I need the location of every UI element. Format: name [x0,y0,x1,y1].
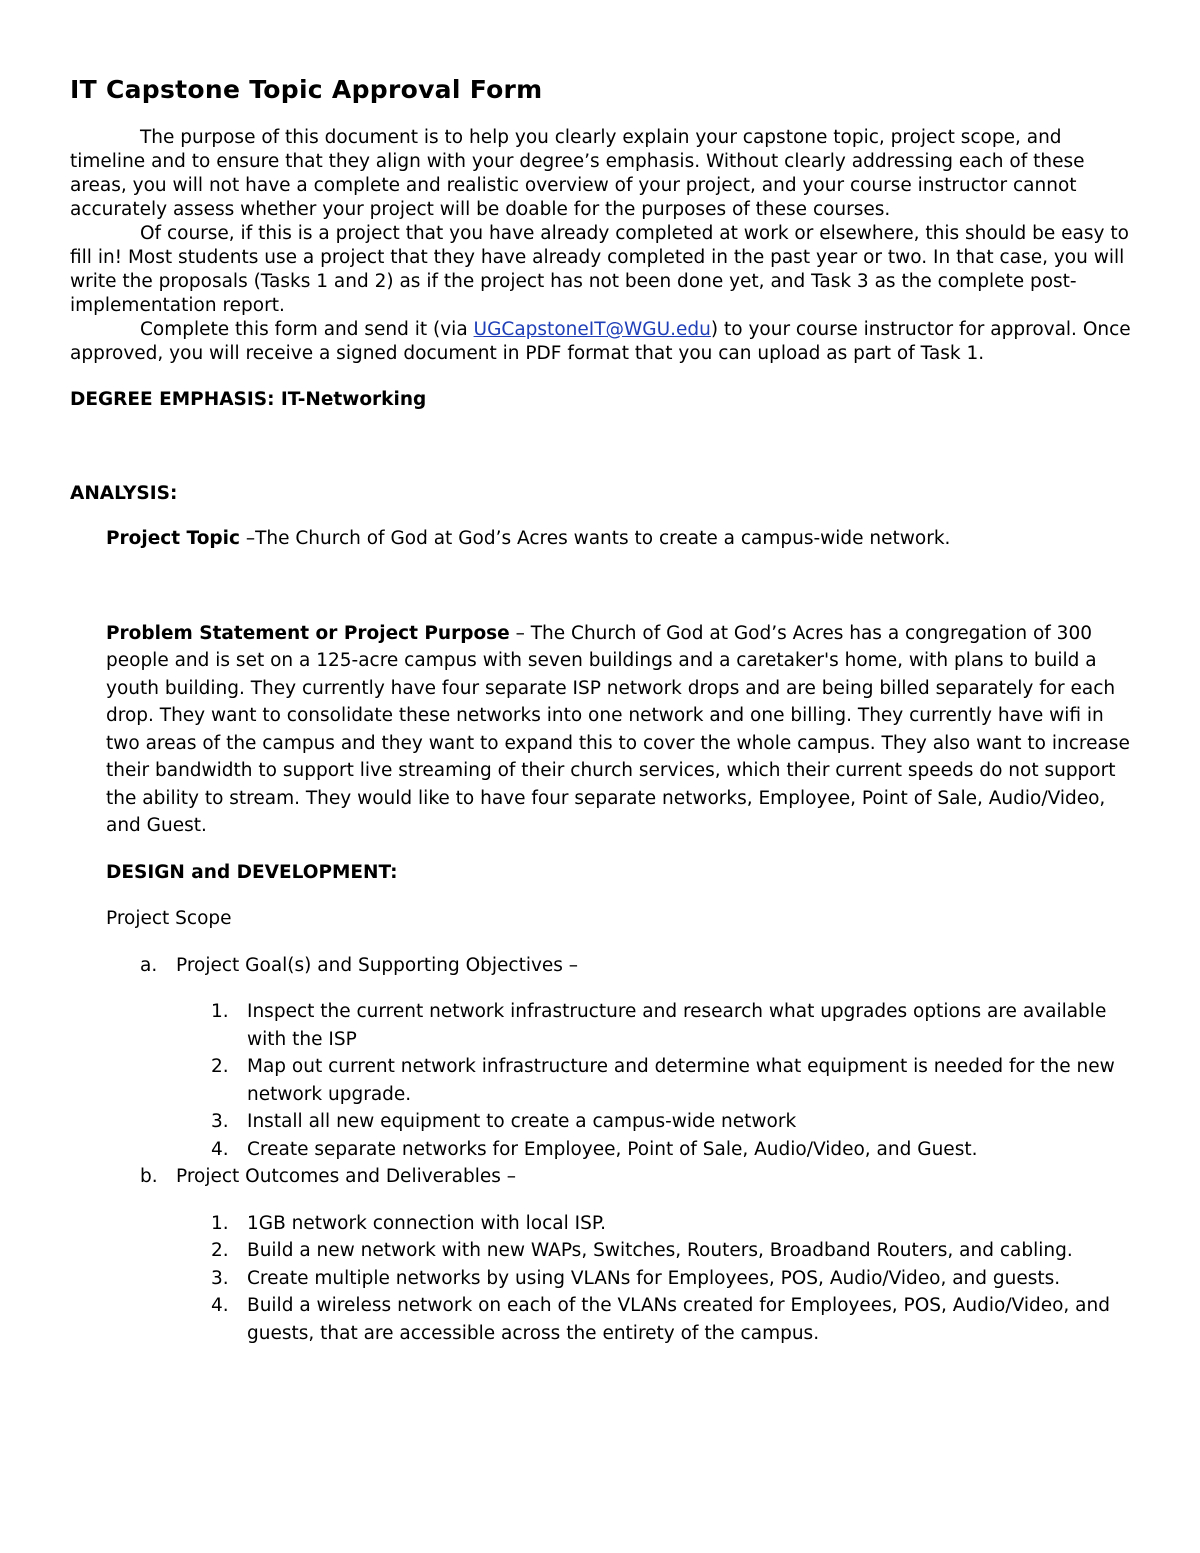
project-topic [106,525,1132,553]
email-link[interactable]: UGCapstoneIT@WGU.edu [473,319,711,340]
list-item [211,1237,1132,1265]
document-title: IT Capstone Topic Approval Form [70,75,543,104]
list-item-text: Create multiple networks by using VLANs for Employees, POS, Audio/Video, and guests. [247,1267,1061,1289]
problem-statement [106,620,1132,840]
degree-emphasis: DEGREE EMPHASIS: IT-Networking [70,389,427,410]
list-item-number: 2. [211,1056,229,1077]
list-item-text: 1GB network connection with local ISP. [247,1212,606,1234]
list-item [211,1108,1132,1136]
goals-label: Project Goal(s) and Supporting Objectives – [176,954,579,976]
list-item-number: 3. [211,1267,229,1289]
list-item-text: Build a new network with new WAPs, Switches, Routers, Broadband Routers, and cabling. [247,1240,1073,1261]
list-item-number: 4. [211,1138,229,1160]
project-topic-label: Project Topic [106,528,240,549]
outcomes-item [140,1163,1132,1347]
analysis-heading: ANALYSIS: [70,483,178,504]
list-item-number: 1. [211,1001,229,1022]
list-item-text: Create separate networks for Employee, Point of Sale, Audio/Video, and Guest. [247,1138,978,1160]
list-item-number: 3. [211,1111,229,1132]
list-item [211,1210,1132,1238]
list-item [211,1292,1132,1347]
list-item-number: 1. [211,1212,229,1234]
outcomes-label: Project Outcomes and Deliverables – [176,1166,517,1187]
scope-list [70,952,1132,1348]
outcomes-marker: b. [140,1166,158,1187]
project-scope-label: Project Scope [106,908,232,929]
project-topic-text: –The Church of God at God’s Acres wants to create a campus-wide network. [239,528,951,549]
list-item [211,998,1132,1053]
list-item-number: 4. [211,1295,229,1316]
goals-marker: a. [140,954,158,976]
goals-item [140,952,1132,1164]
list-item-text: Install all new equipment to create a campus-wide network [247,1111,797,1132]
list-item-text: Inspect the current network infrastructure and research what upgrades options are available with the ISP [247,1001,1107,1050]
list-item-text: Map out current network infrastructure and determine what equipment is needed for the new network upgrade. [247,1056,1115,1105]
problem-statement-text: – The Church of God at God’s Acres has a congregation of 300 people and is set on a 125-acre campus with seven buildings and a caretaker's home, with plans to build a youth building. They currently have four separate ISP network drops and are being billed separately for each drop. They want to consolidate these networks into one network and one billing. They currently have wifi in two areas of the campus and they want to expand this to cover the whole campus. They also want to increase their bandwidth to support live streaming of their church services, which their current speeds do not support the ability to stream. They would like to have four separate networks, Employee, Point of Sale, Audio/Video, and Guest. [106,622,1130,836]
problem-statement-label: Problem Statement or Project Purpose [106,622,510,644]
intro-p3-before: Complete this form and send it (via [140,319,474,340]
intro-paragraph-3 [70,318,1132,366]
design-heading: DESIGN and DEVELOPMENT: [106,861,398,883]
list-item-number: 2. [211,1240,229,1261]
intro-section [70,126,1132,366]
list-item [211,1265,1132,1293]
list-item [211,1053,1132,1108]
intro-paragraph-1: The purpose of this document is to help you clearly explain your capstone topic, project scope, and timeline and to ensure that they align with your degree’s emphasis. Without clearly addressing each of these areas, you will not have a complete and realistic overview of your project, and your course instructor cannot accurately assess whether your project will be doable for the purposes of these courses. [70,127,1085,220]
list-item-text: Build a wireless network on each of the VLANs created for Employees, POS, Audio/Video, and guests, that are accessible across the entirety of the campus. [247,1295,1110,1344]
outcomes-list [176,1210,1132,1348]
document-page [70,72,1132,1347]
list-item [211,1136,1132,1164]
goals-list [176,998,1132,1163]
intro-paragraph-2: Of course, if this is a project that you have already completed at work or elsewhere, this should be easy to fill in! Most students use a project that they have already completed in the past year or two. In that case, you will write the proposals (Tasks 1 and 2) as if the project has not been done yet, and Task 3 as the complete post-implementation report. [70,223,1129,316]
intro-p3-after: ) to your course instructor for approval. Once approved, you will receive a signed document in PDF format that you can upload as part of Task 1. [70,319,1131,364]
